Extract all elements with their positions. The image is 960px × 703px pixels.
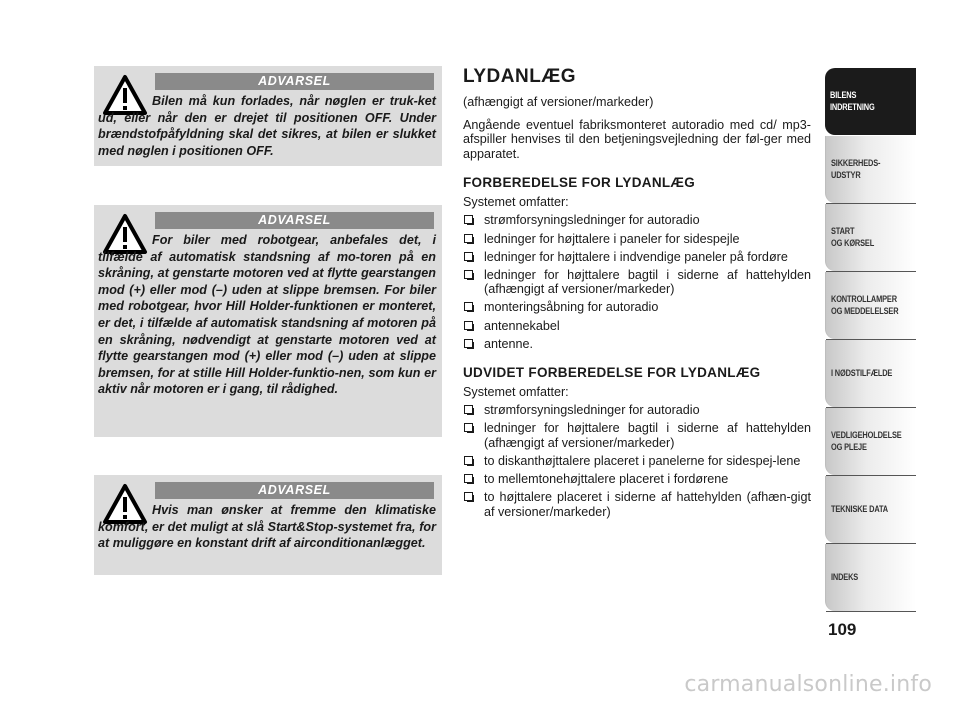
tab-vedligeholdelse[interactable] [825, 408, 916, 475]
tab-label: KONTROLLAMPER OG MEDDELELSER [831, 293, 899, 317]
list-item: ledninger for højttalere i paneler for sidespejle [463, 232, 811, 247]
checkbox-icon [464, 492, 473, 501]
warning-header: ADVARSEL [155, 212, 434, 229]
checklist-1 [463, 213, 811, 351]
warning-text: For biler med robotgear, anbefales det, i tilfælde af automatisk standsning af mo-toren på en skråning, at genstarte motoren ved at flytte gearstangen mod (+) eller mod (–) uden at slippe bremsen. For biler med robotgear, hvor Hill Holder-funktionen er monteret, er det, i tilfælde af automatisk standsning af motoren på en skråning, nødvendigt at genstarte motoren ved at flytte gearstangen mod (+) eller mod (–) uden at slippe bremsen, for at stille Hill Holder-funktio-nen, som kun er aktiv når motoren er i gang, til rådighed. [98, 233, 436, 397]
list-item: to højttalere placeret i siderne af hattehylden (afhæn-gigt af versioner/markeder) [463, 490, 811, 519]
list-item: ledninger for højttalere i indvendige paneler på fordøre [463, 250, 811, 265]
checkbox-icon [464, 252, 473, 261]
main-content [463, 66, 811, 519]
section-heading-2: UDVIDET FORBEREDELSE FOR LYDANLÆG [463, 365, 761, 381]
list-item: antenne. [463, 337, 811, 352]
checklist-2 [463, 403, 811, 519]
chapter-tabs [825, 68, 916, 612]
checkbox-icon [464, 456, 473, 465]
checkbox-icon [464, 234, 473, 243]
list-item: to diskanthøjttalere placeret i panelerne for sidespej-lene [463, 454, 811, 469]
tab-indeks[interactable] [825, 544, 916, 611]
warning-box-2 [94, 205, 442, 437]
list-item: antennekabel [463, 319, 811, 334]
warning-header: ADVARSEL [155, 482, 434, 499]
tab-label: INDEKS [831, 571, 859, 583]
list-item: strømforsyningsledninger for autoradio [463, 213, 811, 228]
intro-paragraph: Angående eventuel fabriksmonteret autoradio med cd/ mp3-afspiller henvises til den betjeningsvejledning der føl-ger med apparatet. [463, 117, 811, 161]
tab-kontrollamper[interactable] [825, 272, 916, 339]
tab-start-og-korsel[interactable] [825, 204, 916, 271]
tab-label: BILENS INDRETNING [830, 89, 875, 113]
list-item: monteringsåbning for autoradio [463, 300, 811, 315]
section-heading-1: FORBEREDELSE FOR LYDANLÆG [463, 175, 696, 191]
warning-header: ADVARSEL [155, 73, 434, 90]
subtitle: (afhængigt af versioner/markeder) [463, 95, 654, 109]
checkbox-icon [464, 270, 473, 279]
checkbox-icon [464, 339, 473, 348]
warning-text: Hvis man ønsker at fremme den klimatiske komfort, er det muligt at slå Start&Stop-systemet fra, for at muliggøre en konstant drift af airconditionanlægget. [98, 503, 436, 551]
warning-box-3 [94, 475, 442, 575]
list-item: to mellemtonehøjttalere placeret i fordørene [463, 472, 811, 487]
tab-sikkerhedsudstyr[interactable] [825, 136, 916, 203]
list-item: strømforsyningsledninger for autoradio [463, 403, 811, 418]
watermark: carmanualsonline.info [684, 672, 932, 697]
tab-label: START OG KØRSEL [831, 225, 875, 249]
section-lead-2: Systemet omfatter: [463, 385, 569, 400]
list-item: ledninger for højttalere bagtil i siderne af hattehylden (afhængigt af versioner/markeder) [463, 421, 811, 450]
checkbox-icon [464, 321, 473, 330]
section-lead-1: Systemet omfatter: [463, 195, 569, 210]
tab-divider [826, 611, 916, 612]
tab-nodstilfaelde[interactable] [825, 340, 916, 407]
checkbox-icon [464, 215, 473, 224]
warning-text: Bilen må kun forlades, når nøglen er truk-ket ud, eller når den er drejet til positionen OFF. Under brændstofpåfyldning skal det sikres, at bilen er slukket med nøglen i positionen OFF. [98, 94, 436, 158]
checkbox-icon [464, 302, 473, 311]
tab-bilens-indretning[interactable] [825, 68, 916, 135]
tab-label: TEKNISKE DATA [831, 503, 888, 515]
page-title: LYDANLÆG [463, 66, 577, 87]
tab-tekniske-data[interactable] [825, 476, 916, 543]
tab-label: SIKKERHEDS- UDSTYR [831, 157, 881, 181]
checkbox-icon [464, 405, 473, 414]
checkbox-icon [464, 474, 473, 483]
warning-box-1 [94, 66, 442, 166]
tab-label: VEDLIGEHOLDELSE OG PLEJE [831, 429, 902, 453]
checkbox-icon [464, 423, 473, 432]
tab-label: I NØDSTILFÆLDE [831, 367, 893, 379]
page-number: 109 [828, 620, 857, 639]
list-item: ledninger for højttalere bagtil i siderne af hattehylden (afhængigt af versioner/markeder) [463, 268, 811, 297]
